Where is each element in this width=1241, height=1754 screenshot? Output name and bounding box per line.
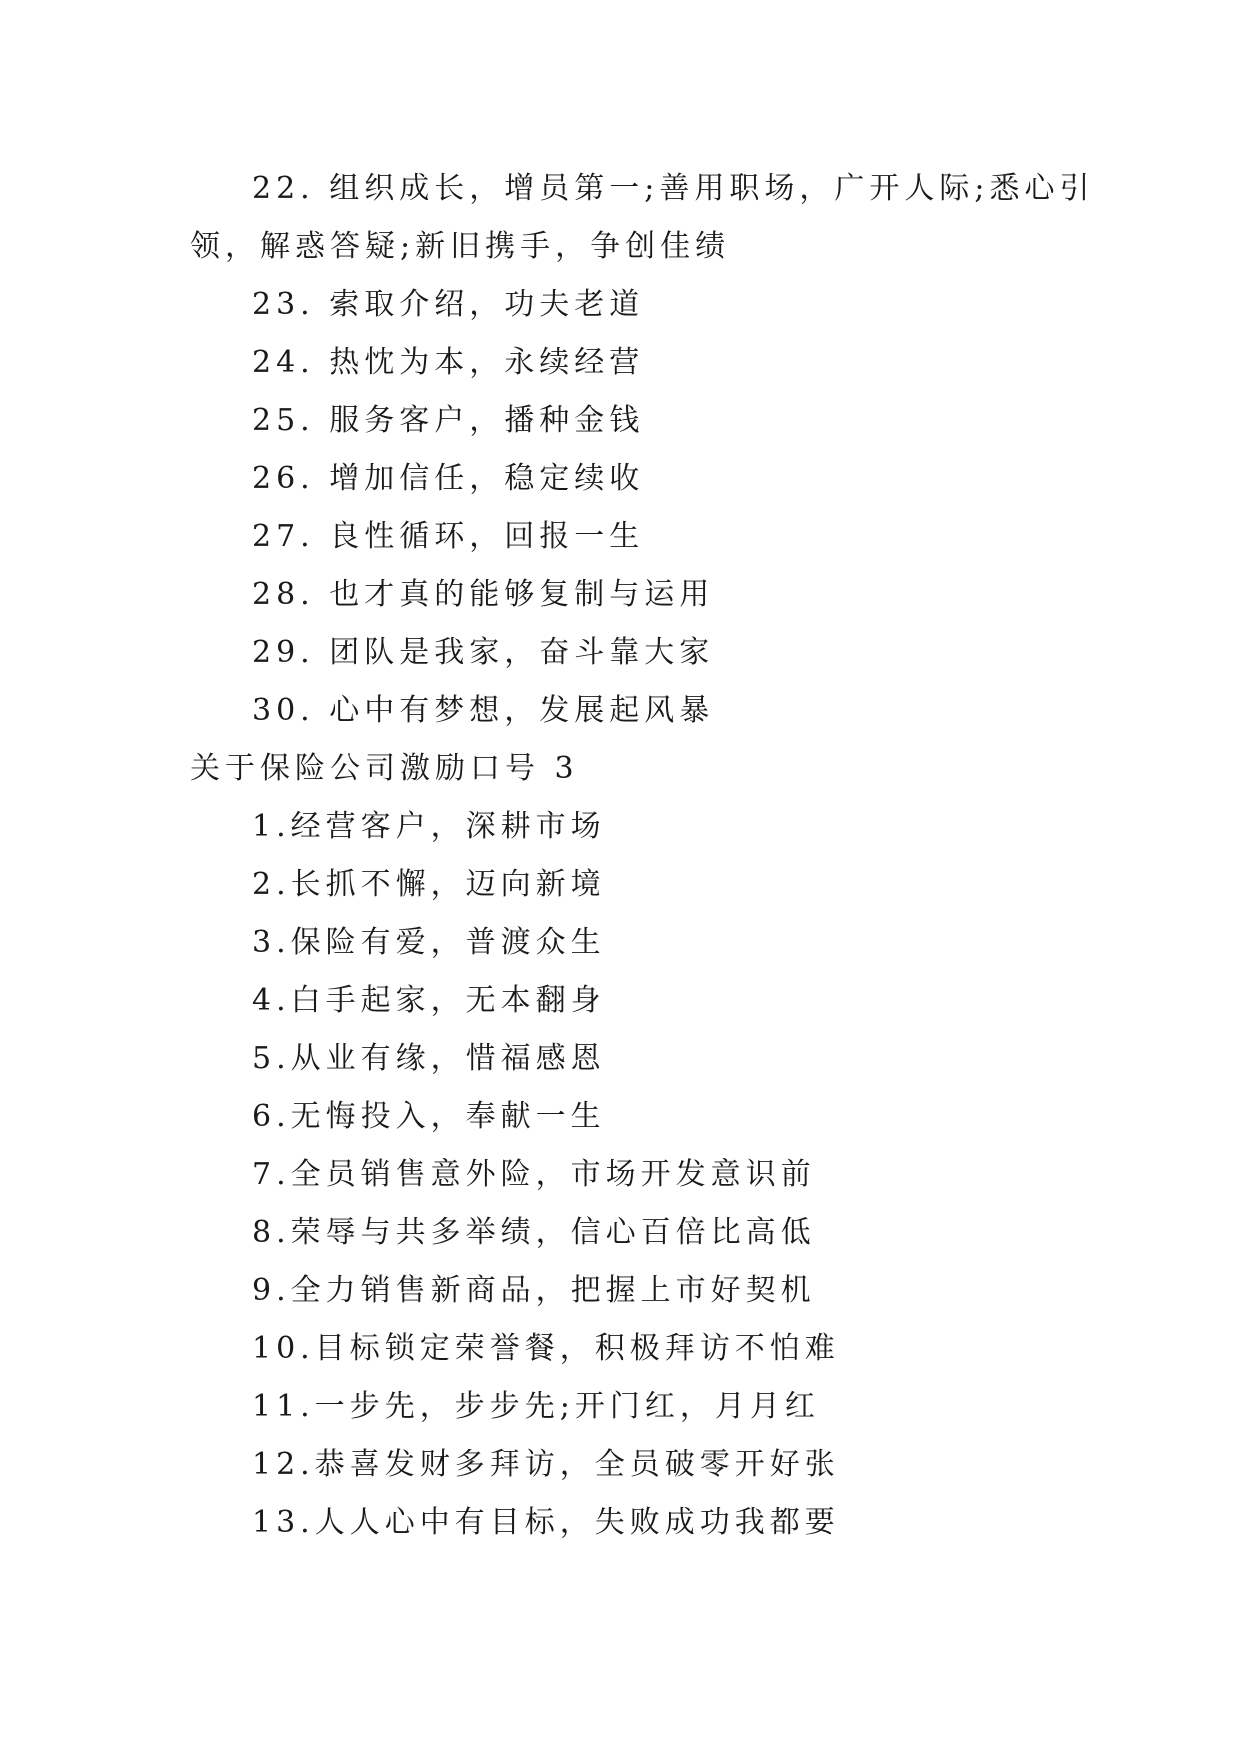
list-item: 11.一步先，步步先;开门红，月月红 [252, 1389, 820, 1424]
paragraph-item-22-line-1: 22. 组织成长，增员第一;善用职场，广开人际;悉心引 [252, 171, 1095, 206]
list-item: 13.人人心中有目标，失败成功我都要 [252, 1505, 840, 1540]
list-item: 24. 热忱为本，永续经营 [252, 345, 645, 380]
list-item: 6.无悔投入，奉献一生 [252, 1099, 606, 1134]
list-item: 1.经营客户，深耕市场 [252, 809, 606, 844]
list-item: 28. 也才真的能够复制与运用 [252, 577, 715, 612]
document-body [190, 160, 1095, 1552]
list-item: 3.保险有爱，普渡众生 [252, 925, 606, 960]
list-item: 30. 心中有梦想，发展起风暴 [252, 693, 715, 728]
list-item: 10.目标锁定荣誉餐，积极拜访不怕难 [252, 1331, 840, 1366]
list-item: 27. 良性循环，回报一生 [252, 519, 645, 554]
list-item: 25. 服务客户，播种金钱 [252, 403, 645, 438]
list-item: 4.白手起家，无本翻身 [252, 983, 606, 1018]
list-item: 2.长抓不懈，迈向新境 [252, 867, 606, 902]
section-heading: 关于保险公司激励口号 3 [190, 751, 579, 786]
list-item: 26. 增加信任，稳定续收 [252, 461, 645, 496]
list-item: 23. 索取介绍，功夫老道 [252, 287, 645, 322]
list-item: 8.荣辱与共多举绩，信心百倍比高低 [252, 1215, 816, 1250]
paragraph-item-22-line-2: 领，解惑答疑;新旧携手，争创佳绩 [190, 229, 731, 264]
list-item: 12.恭喜发财多拜访，全员破零开好张 [252, 1447, 840, 1482]
list-item: 5.从业有缘，惜福感恩 [252, 1041, 606, 1076]
list-item: 7.全员销售意外险，市场开发意识前 [252, 1157, 816, 1192]
list-item: 9.全力销售新商品，把握上市好契机 [252, 1273, 816, 1308]
list-item: 29. 团队是我家，奋斗靠大家 [252, 635, 715, 670]
